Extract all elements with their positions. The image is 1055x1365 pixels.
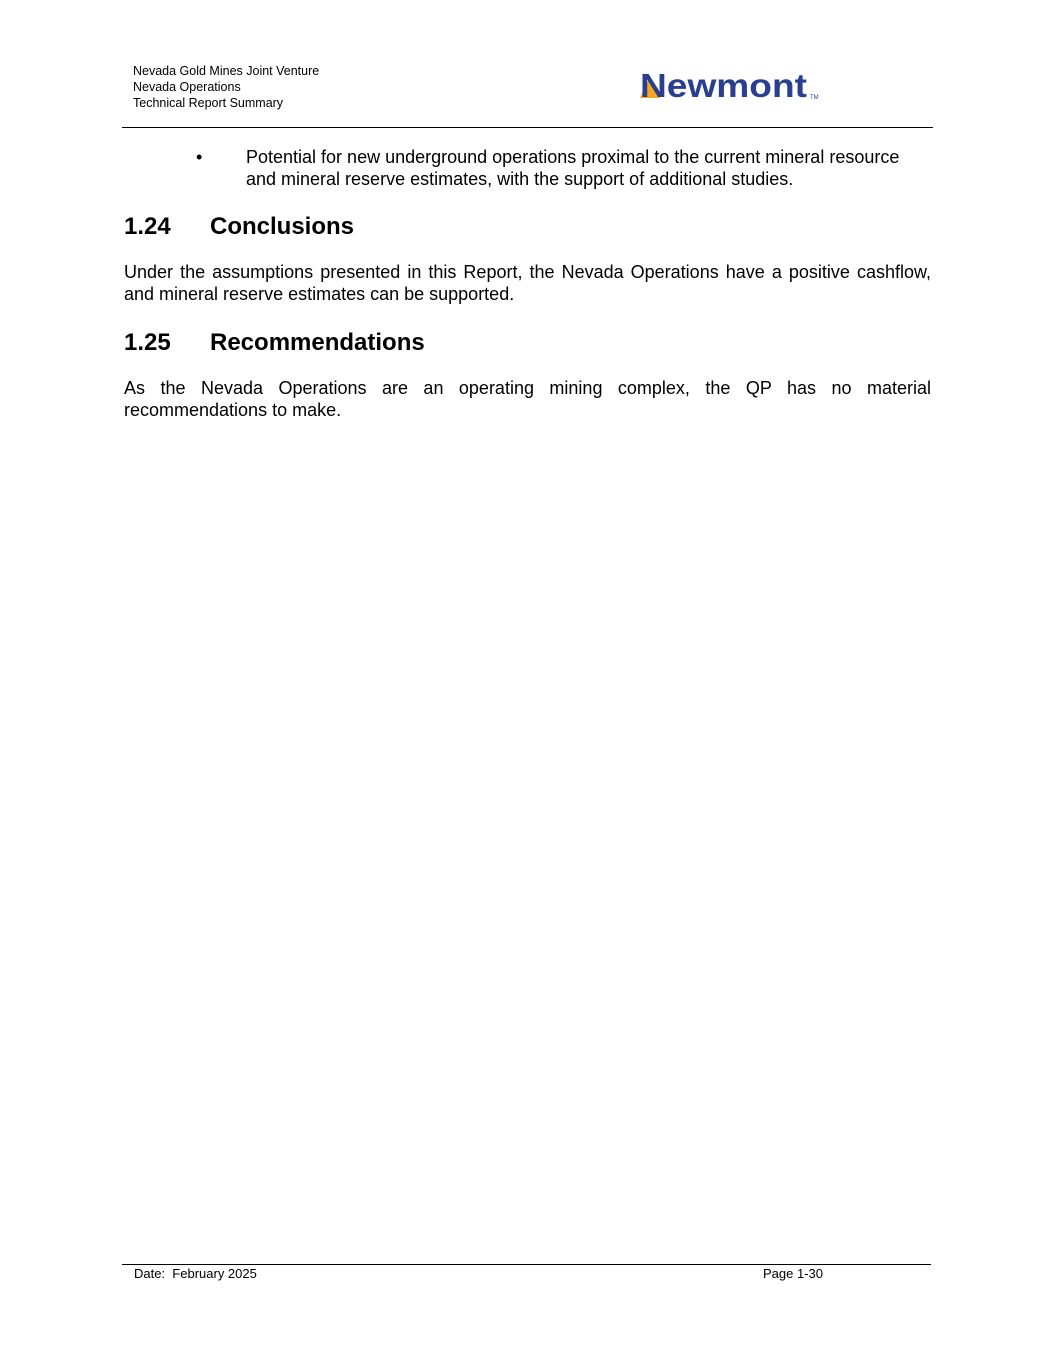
newmont-logo (639, 66, 829, 106)
header-operations-line: Nevada Operations (133, 80, 241, 94)
section-number: 1.25 (124, 329, 171, 356)
bullet-icon: • (196, 147, 203, 167)
section-title: Conclusions (210, 213, 355, 240)
logo-trademark: TM (810, 95, 819, 101)
header-company-line: Nevada Gold Mines Joint Venture (133, 64, 320, 78)
footer-page-number: Page 1-30 (763, 1266, 823, 1281)
footer-date: Date: February 2025 (134, 1266, 257, 1281)
section-number: 1.24 (124, 213, 171, 240)
footer-divider (122, 1264, 931, 1265)
header-divider (122, 127, 933, 128)
conclusions-paragraph: Under the assumptions presented in this Report, the Nevada Operations have a positive cashflow, and mineral reserve estimates can be supported. (124, 262, 931, 304)
header-report-line: Technical Report Summary (133, 96, 284, 110)
section-title: Recommendations (210, 329, 425, 356)
recommendations-paragraph: As the Nevada Operations are an operating mining complex, the QP has no material recommendations to make. (124, 378, 931, 420)
header-text-block (133, 63, 319, 111)
logo-wordmark: Newmont (640, 67, 808, 104)
section-heading-conclusions (124, 212, 354, 242)
section-heading-recommendations (124, 328, 425, 358)
bullet-text: Potential for new underground operations proximal to the current mineral resource and mineral reserve estimates, with the support of additional studies. (246, 147, 900, 189)
list-item (196, 146, 932, 190)
